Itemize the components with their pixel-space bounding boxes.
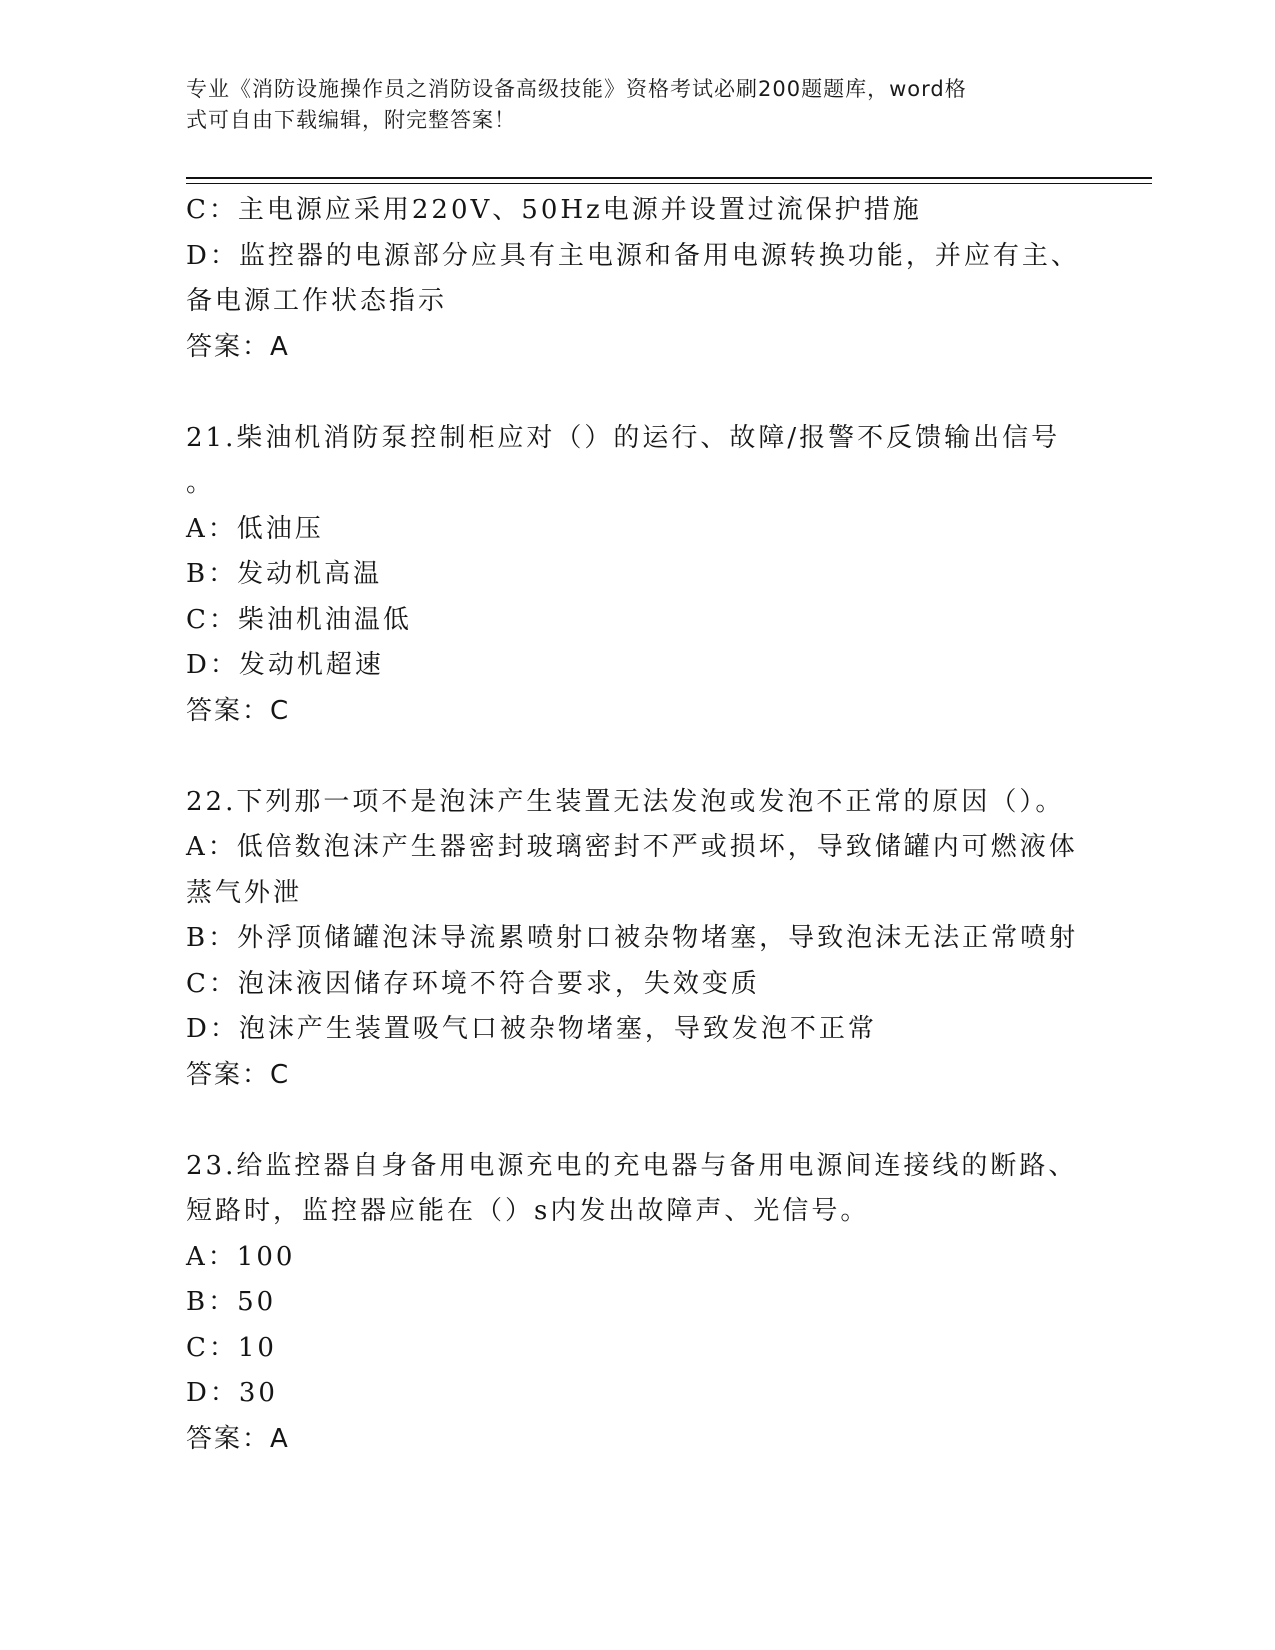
option-c: C：泡沫液因储存环境不符合要求，失效变质	[186, 968, 760, 999]
question-stem-continued: 短路时，监控器应能在（）s内发出故障声、光信号。	[186, 1196, 870, 1226]
question-stem: 21.柴油机消防泵控制柜应对（）的运行、故障/报警不反馈输出信号	[186, 422, 1061, 453]
spacer	[186, 1098, 1086, 1144]
option-c: C：柴油机油温低	[186, 604, 412, 635]
answer-label: 答案：A	[186, 331, 290, 362]
header-line: 专业《消防设施操作员之消防设备高级技能》资格考试必刷200题题库，word格	[186, 77, 967, 101]
option-a: A：低油压	[186, 513, 324, 544]
option-b: B：外浮顶储罐泡沫导流累喷射口被杂物堵塞，导致泡沫无法正常喷射	[186, 923, 1079, 953]
option-c: C：主电源应采用220V、50Hz电源并设置过流保护措施	[186, 195, 922, 225]
question-block-23	[186, 1144, 1086, 1463]
header-divider-thin	[186, 183, 1152, 184]
page-header	[186, 74, 1066, 136]
question-stem: 23.给监控器自身备用电源充电的充电器与备用电源间连接线的断路、	[186, 1150, 1078, 1181]
option-d-continued: 备电源工作状态指示	[186, 286, 448, 316]
option-d: D：泡沫产生装置吸气口被杂物堵塞，导致发泡不正常	[186, 1014, 877, 1044]
header-line: 式可自由下载编辑，附完整答案！	[186, 108, 516, 132]
question-stem: 22.下列那一项不是泡沫产生装置无法发泡或发泡不正常的原因（）。	[186, 786, 1065, 817]
question-block-22	[186, 780, 1086, 1099]
option-b: B：50	[186, 1287, 277, 1317]
question-stem-continued: 。	[186, 468, 216, 498]
option-d: D：监控器的电源部分应具有主电源和备用电源转换功能，并应有主、	[186, 240, 1080, 271]
option-c: C：10	[186, 1332, 277, 1363]
option-a: A：100	[186, 1241, 296, 1272]
answer-label: 答案：C	[186, 1059, 291, 1090]
option-a: A：低倍数泡沫产生器密封玻璃密封不严或损坏，导致储罐内可燃液体	[186, 832, 1078, 862]
spacer	[186, 370, 1086, 416]
option-d: D：30	[186, 1378, 278, 1408]
answer-label: 答案：C	[186, 695, 291, 726]
option-d: D：发动机超速	[186, 650, 384, 680]
question-block-prev	[186, 188, 1086, 370]
question-list	[186, 188, 1086, 1462]
answer-label: 答案：A	[186, 1423, 290, 1454]
option-b: B：发动机高温	[186, 559, 383, 589]
spacer	[186, 734, 1086, 780]
header-divider	[186, 177, 1152, 179]
option-a-continued: 蒸气外泄	[186, 877, 303, 908]
question-block-21	[186, 416, 1086, 735]
